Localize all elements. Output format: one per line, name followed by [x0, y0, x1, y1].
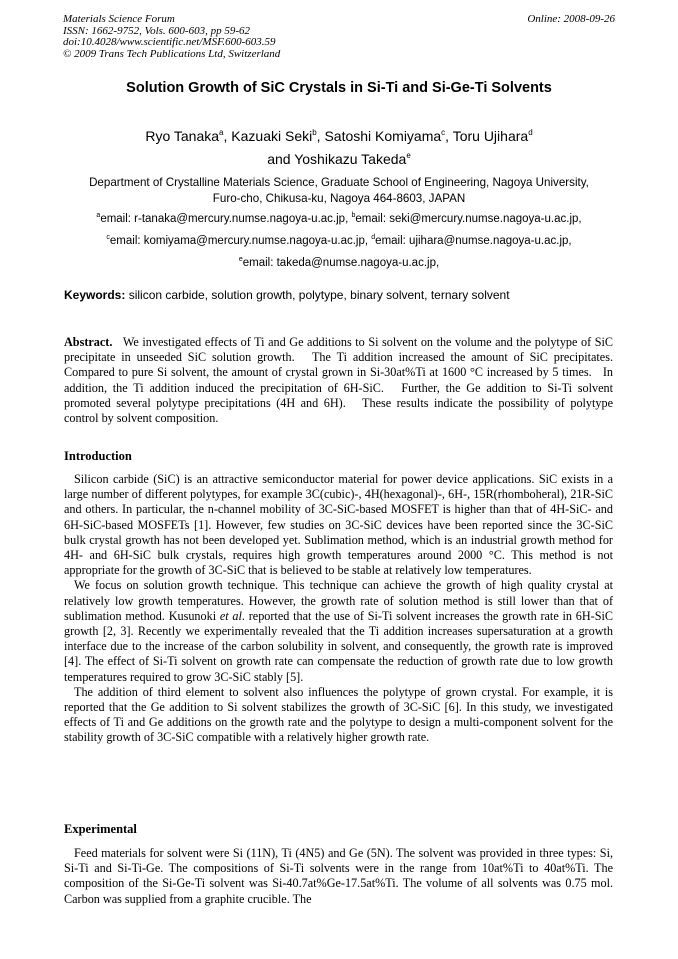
- section-heading-experimental: Experimental: [64, 822, 137, 836]
- author-name: , Toru Ujihara: [445, 128, 529, 144]
- emphasis: et al: [219, 608, 242, 623]
- paragraph: Feed materials for solvent were Si (11N), Ti (4N5) and Ge (5N). The solvent was provided in three types: Si, Si-Ti and Si-Ti-Ge. The compositions of Si-Ti solvents were in the range from 10at%Ti to 40at%Ti. The composition of the Si-Ge-Ti solvent was Si-40.7at%Ge-17.5at%Ti. The volume of all solvents was 0.75 mol. Carbon was supplied from a graphite crucible. The: [64, 846, 613, 906]
- affil-marker: e: [238, 256, 243, 263]
- affil-marker: b: [312, 128, 317, 137]
- email-text: email: seki@mercury.numse.nagoya-u.ac.jp,: [355, 213, 582, 225]
- paragraph: Silicon carbide (SiC) is an attractive semiconductor material for power device applications. SiC exists in a large number of different polytypes, for example 3C(cubic)-, 4H(hexagonal)-, 6H-, 15R(rhomboheral), 21R-SiC and others. In particular, the n-channel mobility of 3C-SiC-based MOSFET is higher than that of 4H-SiC- and 6H-SiC-based MOSFETs [1]. However, few studies on 3C-SiC devices have been reported since the 3C-SiC bulk crystal growth has not been developed yet. Sublimation method, which is an industrial growth method for 4H- and 6H-SiC bulk crystals, requires high growth temperatures around 2000 °C. This method is not appropriate for the growth of 3C-SiC that is believed to be stable at relatively low temperatures.: [64, 472, 613, 578]
- affil-marker: e: [406, 151, 411, 160]
- paragraph-text: . reported that the use of Si-Ti solvent increases the growth rate in 6H-SiC growth [2, 3]. Recently we experimentally revealed that the Ti addition increases supersaturation at a growth interface due to the increase of the carbon solubility in solvent, and consequently, the growth rate is improved [4]. The effect of Si-Ti solvent on growth rate can compensate the reduction of growth rate due to low growth temperatures required to grow 3C-SiC stably [5].: [64, 608, 613, 684]
- author-name: , Satoshi Komiyama: [316, 128, 442, 144]
- introduction-body: [64, 472, 613, 746]
- abstract-text: We investigated effects of Ti and Ge additions to Si solvent on the volume and the polytype of SiC precipitate in unseeded SiC solution growth. The Ti addition increased the amount of SiC precipitates. Compared to pure Si solvent, the amount of crystal grown in Si-30at%Ti at 1600 °C increased by 5 times. In addition, the Ti addition induced the precipitation of 6H-SiC. Further, the Ge addition to Si-Ti solvent promoted several polytype precipitations (4H and 6H). These results indicate the possibility of polytype control by solvent composition.: [64, 335, 623, 426]
- affil-marker: a: [96, 212, 101, 219]
- author-list: [50, 125, 628, 171]
- keywords-text: silicon carbide, solution growth, polytype, binary solvent, ternary solvent: [125, 288, 510, 302]
- abstract-paragraph: [64, 335, 623, 426]
- journal-header: [63, 14, 280, 60]
- affil-marker: d: [528, 128, 533, 137]
- journal-issn: ISSN: 1662-9752, Vols. 600-603, pp 59-62: [63, 24, 250, 37]
- email-text: email: takeda@numse.nagoya-u.ac.jp,: [242, 257, 440, 269]
- experimental-body: [64, 846, 613, 907]
- online-date: Online: 2008-09-26: [527, 13, 615, 25]
- email-text: email: komiyama@mercury.numse.nagoya-u.ac.jp,: [109, 235, 372, 247]
- email-line: [40, 208, 638, 230]
- journal-copyright: © 2009 Trans Tech Publications Ltd, Switzerland: [63, 47, 281, 60]
- author-name: Ryo Tanaka: [145, 128, 220, 144]
- email-text: email: ujihara@numse.nagoya-u.ac.jp,: [375, 235, 572, 247]
- keywords-label: Keywords:: [64, 288, 126, 302]
- author-line-2: [50, 148, 628, 171]
- abstract-label: Abstract.: [64, 335, 113, 349]
- affil-marker: c: [441, 128, 446, 137]
- author-line-1: [50, 125, 628, 148]
- journal-doi: doi:10.4028/www.scientific.net/MSF.600-603.59: [63, 36, 276, 48]
- affil-marker: c: [106, 234, 110, 241]
- paper-title: Solution Growth of SiC Crystals in Si-Ti and Si-Ge-Ti Solvents: [126, 80, 552, 96]
- paragraph: The addition of third element to solvent also influences the polytype of grown crystal. For example, it is reported that the Ge addition to Si solvent stabilizes the growth of 3C-SiC [6]. In this study, we investigated effects of Ti and Ge additions on the growth rate and the polytype to design a multi-component solvent for the stability growth of 3C-SiC compatible with a relatively higher growth rate.: [64, 684, 613, 745]
- author-name: , Kazuaki Seki: [223, 128, 313, 144]
- email-line: [40, 230, 638, 252]
- journal-name: Materials Science Forum: [63, 13, 175, 25]
- paragraph: [64, 578, 613, 684]
- affiliation: [50, 175, 628, 206]
- affil-marker: a: [219, 128, 224, 137]
- section-heading-introduction: Introduction: [64, 449, 132, 463]
- email-text: email: r-tanaka@mercury.numse.nagoya-u.ac.jp,: [100, 213, 352, 225]
- paragraph-text: We focus on solution growth technique. This technique can achieve the growth of high quality crystal at relatively low growth temperatures. However, the growth rate of solution method is still lower than that of sublimation method. Kusunoki: [64, 578, 613, 623]
- abstract: [64, 335, 623, 426]
- affiliation-line: Furo-cho, Chikusa-ku, Nagoya 464-8603, JAPAN: [212, 191, 466, 205]
- author-emails: [40, 208, 638, 274]
- affil-marker: b: [351, 212, 356, 219]
- keywords: [64, 288, 510, 302]
- author-name: and Yoshikazu Takeda: [267, 151, 407, 167]
- affiliation-line: Department of Crystalline Materials Science, Graduate School of Engineering, Nagoya University,: [89, 176, 589, 189]
- email-line: [40, 252, 638, 274]
- affil-marker: d: [371, 234, 376, 241]
